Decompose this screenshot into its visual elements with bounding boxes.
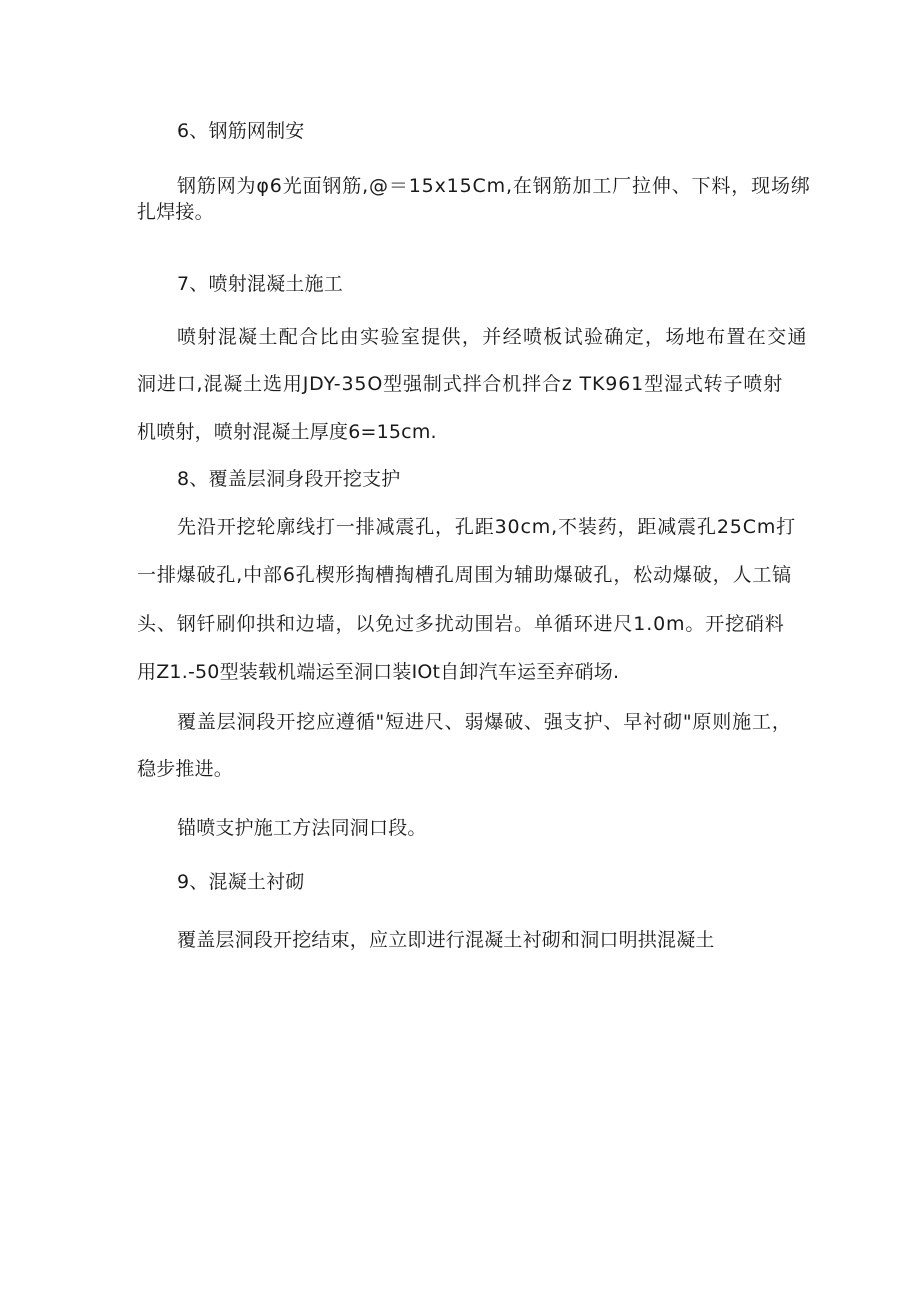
paragraph-line: 稳步推进。	[137, 758, 234, 780]
paragraph-line: 覆盖层洞段开挖结束，应立即进行混凝土衬砌和洞口明拱混凝土	[177, 929, 715, 951]
section-heading-7: 7、喷射混凝土施工	[177, 273, 343, 295]
paragraph-line: 锚喷支护施工方法同洞口段。	[177, 817, 427, 839]
paragraph-line: 覆盖层洞段开挖应遵循"短进尺、弱爆破、强支护、早衬砌"原则施工，	[177, 711, 792, 733]
paragraph-line: 机喷射，喷射混凝土厚度6=15cm.	[137, 421, 437, 443]
section-heading-9: 9、混凝土衬砌	[177, 871, 305, 893]
paragraph-line: 钢筋网为φ6光面钢筋,@＝15x15Cm,在钢筋加工厂拉伸、下料，现场绑	[177, 175, 811, 197]
paragraph-line: 扎焊接。	[137, 201, 214, 223]
paragraph-line: 一排爆破孔,中部6孔楔形掏槽掏槽孔周围为辅助爆破孔，松动爆破，人工镐	[137, 564, 793, 586]
section-heading-6: 6、钢筋网制安	[177, 120, 305, 142]
paragraph-line: 洞进口,混凝土选用JDY-35O型强制式拌合机拌合z TK961型湿式转子喷射	[137, 373, 784, 395]
paragraph-line: 先沿开挖轮廓线打一排减震孔，孔距30cm,不装药，距减震孔25Cm打	[177, 516, 797, 538]
paragraph-line: 用Z1.-50型装载机端运至洞口装IOt自卸汽车运至弃硝场.	[137, 661, 620, 683]
paragraph-line: 头、钢钎刷仰拱和边墙，以免过多扰动围岩。单循环进尺1.0m。开挖硝料	[137, 613, 785, 635]
paragraph-line: 喷射混凝土配合比由实验室提供，并经喷板试验确定，场地布置在交通	[177, 326, 808, 348]
section-heading-8: 8、覆盖层洞身段开挖支护	[177, 468, 401, 490]
